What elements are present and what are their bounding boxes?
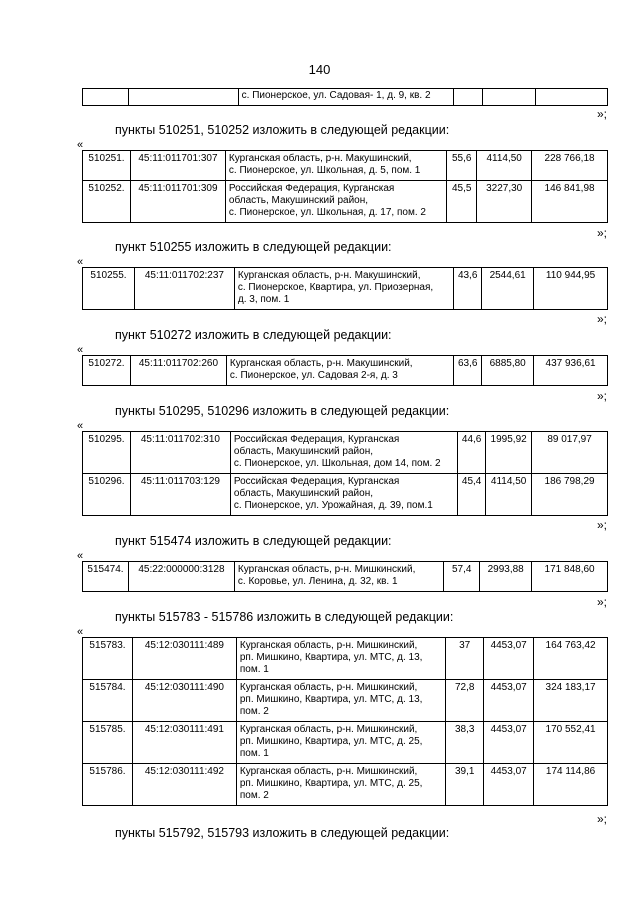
- price: 4114,50: [486, 474, 532, 516]
- cadastral-number: 45:11:011702:260: [130, 356, 226, 386]
- row-number: 515786.: [83, 764, 133, 806]
- area: 63,6: [454, 356, 482, 386]
- cadastral-number: 45:11:011702:237: [134, 268, 234, 310]
- cadastral-number: 45:12:030111:491: [132, 722, 236, 764]
- area: 38,3: [446, 722, 484, 764]
- table-row: [83, 89, 608, 106]
- table-row: [83, 562, 608, 592]
- address: Курганская область, р-н. Мишкинский, рп. Мишкино, Квартира, ул. МТС, д. 25, пом. 2: [236, 764, 445, 806]
- section-heading: пункт 510255 изложить в следующей редакции:: [115, 240, 392, 254]
- table-row: [83, 722, 608, 764]
- area: 55,6: [447, 151, 477, 181]
- row-number: 515783.: [83, 638, 133, 680]
- opening-quote: «: [77, 420, 84, 432]
- total: 174 114,86: [534, 764, 608, 806]
- section-heading: пункт 510272 изложить в следующей редакции:: [115, 328, 392, 342]
- cadastral-number: 45:12:030111:490: [132, 680, 236, 722]
- row-number: 515785.: [83, 722, 133, 764]
- table-row: [83, 638, 608, 680]
- total: 170 552,41: [534, 722, 608, 764]
- closing-quote: »;: [597, 595, 608, 609]
- total: 228 766,18: [532, 151, 608, 181]
- table-row: [83, 680, 608, 722]
- address: Российская Федерация, Курганская область, Макушинский район, с. Пионерское, ул. Школьная, д. 17, пом. 2: [225, 181, 446, 223]
- closing-quote: »;: [597, 107, 608, 121]
- section-heading: пункты 515783 - 515786 изложить в следующей редакции:: [115, 610, 454, 624]
- area: 39,1: [446, 764, 484, 806]
- property-table: [82, 431, 608, 516]
- address: Курганская область, р-н. Мишкинский, рп. Мишкино, Квартира, ул. МТС, д. 13, пом. 2: [236, 680, 445, 722]
- row-number: 510251.: [83, 151, 131, 181]
- address: Российская Федерация, Курганская область, Макушинский район, с. Пионерское, ул. Урожайная, д. 39, пом.1: [230, 474, 457, 516]
- table-row: [83, 268, 608, 310]
- total: 186 798,29: [532, 474, 608, 516]
- area: 43,6: [454, 268, 482, 310]
- price: [482, 89, 535, 106]
- address: Курганская область, р-н. Макушинский, с. Пионерское, Квартира, ул. Приозерная, д. 3, пом. 1: [234, 268, 453, 310]
- price: 4453,07: [484, 638, 534, 680]
- row-number: 515784.: [83, 680, 133, 722]
- cadastral-number: 45:11:011703:129: [130, 474, 230, 516]
- opening-quote: «: [77, 626, 84, 638]
- area: 45,5: [447, 181, 477, 223]
- cadastral-number: 45:11:011701:309: [130, 181, 225, 223]
- total: [535, 89, 607, 106]
- area: [454, 89, 482, 106]
- area: 45,4: [458, 474, 486, 516]
- closing-quote: »;: [597, 312, 608, 326]
- address: с. Пионерское, ул. Садовая- 1, д. 9, кв. 2: [238, 89, 454, 106]
- property-table: [82, 561, 608, 592]
- area: 37: [446, 638, 484, 680]
- cadastral-number: 45:11:011702:310: [130, 432, 230, 474]
- section-heading: пункты 510251, 510252 изложить в следующей редакции:: [115, 123, 450, 137]
- table-row: [83, 356, 608, 386]
- row-number: 510272.: [83, 356, 131, 386]
- opening-quote: «: [77, 256, 84, 268]
- property-table: [82, 355, 608, 386]
- property-table: [82, 637, 608, 806]
- address: Российская Федерация, Курганская область, Макушинский район, с. Пионерское, ул. Школьная, дом 14, пом. 2: [230, 432, 457, 474]
- price: 2544,61: [482, 268, 534, 310]
- total: 164 763,42: [534, 638, 608, 680]
- page-number: 140: [308, 62, 331, 77]
- table-row: [83, 432, 608, 474]
- price: 4453,07: [484, 764, 534, 806]
- section-heading: пункты 515792, 515793 изложить в следующей редакции:: [115, 826, 450, 840]
- area: 44,6: [458, 432, 486, 474]
- row-number: 510296.: [83, 474, 131, 516]
- address: Курганская область, р-н. Мишкинский, рп. Мишкино, Квартира, ул. МТС, д. 25, пом. 1: [236, 722, 445, 764]
- row-number: 510295.: [83, 432, 131, 474]
- total: 89 017,97: [532, 432, 608, 474]
- price: 4453,07: [484, 722, 534, 764]
- total: 437 936,61: [534, 356, 608, 386]
- closing-quote: »;: [597, 518, 608, 532]
- table-row: [83, 764, 608, 806]
- area: 57,4: [444, 562, 480, 592]
- row-number: 510255.: [83, 268, 135, 310]
- opening-quote: «: [77, 344, 84, 356]
- price: 1995,92: [486, 432, 532, 474]
- cadastral-number: 45:22:000000:3128: [128, 562, 234, 592]
- price: 4114,50: [477, 151, 532, 181]
- total: 146 841,98: [532, 181, 608, 223]
- cadastral-number: 45:11:011701:307: [130, 151, 225, 181]
- cadastral-number: 45:12:030111:492: [132, 764, 236, 806]
- closing-quote: »;: [597, 812, 608, 826]
- cadastral-number: [128, 89, 238, 106]
- total: 110 944,95: [534, 268, 608, 310]
- table-row: [83, 181, 608, 223]
- price: 2993,88: [480, 562, 532, 592]
- row-number: 510252.: [83, 181, 131, 223]
- opening-quote: «: [77, 550, 84, 562]
- area: 72,8: [446, 680, 484, 722]
- total: 324 183,17: [534, 680, 608, 722]
- property-table: [82, 150, 608, 223]
- row-number: [83, 89, 129, 106]
- row-number: 515474.: [83, 562, 129, 592]
- closing-quote: »;: [597, 226, 608, 240]
- price: 3227,30: [477, 181, 532, 223]
- table-row: [83, 151, 608, 181]
- property-table: [82, 88, 608, 106]
- table-row: [83, 474, 608, 516]
- address: Курганская область, р-н. Макушинский, с. Пионерское, ул. Садовая 2-я, д. 3: [226, 356, 453, 386]
- address: Курганская область, р-н. Мишкинский, рп. Мишкино, Квартира, ул. МТС, д. 13, пом. 1: [236, 638, 445, 680]
- price: 4453,07: [484, 680, 534, 722]
- price: 6885,80: [482, 356, 534, 386]
- closing-quote: »;: [597, 389, 608, 403]
- opening-quote: «: [77, 139, 84, 151]
- section-heading: пункты 510295, 510296 изложить в следующей редакции:: [115, 404, 450, 418]
- total: 171 848,60: [532, 562, 608, 592]
- address: Курганская область, р-н. Макушинский, с. Пионерское, ул. Школьная, д. 5, пом. 1: [225, 151, 446, 181]
- cadastral-number: 45:12:030111:489: [132, 638, 236, 680]
- section-heading: пункт 515474 изложить в следующей редакции:: [115, 534, 392, 548]
- address: Курганская область, р-н. Мишкинский, с. Коровье, ул. Ленина, д. 32, кв. 1: [234, 562, 443, 592]
- property-table: [82, 267, 608, 310]
